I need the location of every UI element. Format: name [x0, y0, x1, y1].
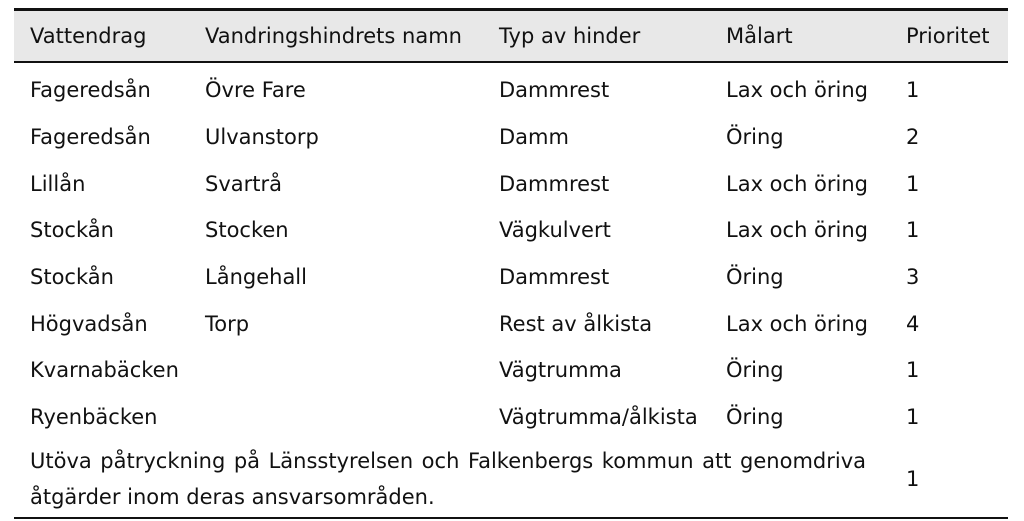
table-container	[14, 8, 1008, 519]
cell-hindrets-namn: Ulvanstorp	[205, 125, 319, 150]
cell-prioritet: 1	[906, 405, 920, 430]
cell-malart: Öring	[726, 125, 784, 150]
migration-barriers-table	[14, 8, 1008, 519]
cell-prioritet: 2	[906, 125, 920, 150]
cell-hindrets-namn	[189, 347, 483, 394]
cell-prioritet: 4	[906, 311, 920, 336]
header-typ-av-hinder: Typ av hinder	[483, 10, 710, 63]
cell-typ-av-hinder: Dammrest	[499, 171, 610, 196]
cell-typ-av-hinder: Vägtrumma	[499, 358, 622, 383]
cell-typ-av-hinder: Dammrest	[499, 78, 610, 103]
cell-typ-av-hinder: Vägkulvert	[499, 218, 611, 243]
header-prioritet: Prioritet	[890, 10, 1008, 63]
note-priority: 1	[890, 441, 1008, 518]
table-row	[14, 207, 1008, 254]
cell-typ-av-hinder: Vägtrumma/ålkista	[499, 405, 698, 430]
cell-hindrets-namn: Övre Fare	[205, 78, 306, 103]
cell-malart: Lax och öring	[726, 218, 869, 243]
cell-prioritet: 1	[906, 171, 920, 196]
cell-vattendrag: Lillån	[30, 171, 86, 196]
header-vattendrag: Vattendrag	[14, 10, 189, 63]
cell-malart: Öring	[726, 358, 784, 383]
cell-malart: Lax och öring	[726, 311, 869, 336]
cell-typ-av-hinder: Damm	[499, 125, 569, 150]
header-hindrets-namn: Vandringshindrets namn	[189, 10, 483, 63]
cell-typ-av-hinder: Rest av ålkista	[499, 311, 653, 336]
table-row	[14, 62, 1008, 114]
cell-hindrets-namn	[189, 394, 483, 441]
table-note-row	[14, 441, 1008, 518]
header-malart: Målart	[710, 10, 890, 63]
cell-prioritet: 1	[906, 358, 920, 383]
table-row	[14, 394, 1008, 441]
cell-vattendrag: Fageredsån	[30, 78, 151, 103]
cell-vattendrag: Fageredsån	[30, 125, 151, 150]
table-row	[14, 160, 1008, 207]
header-row	[14, 10, 1008, 63]
cell-hindrets-namn: Stocken	[205, 218, 289, 243]
table-row	[14, 114, 1008, 161]
table-row	[14, 347, 1008, 394]
cell-malart: Öring	[726, 265, 784, 290]
cell-vattendrag: Stockån	[30, 265, 114, 290]
cell-vattendrag: Högvadsån	[30, 311, 148, 336]
cell-hindrets-namn: Torp	[205, 311, 250, 336]
cell-typ-av-hinder: Dammrest	[499, 265, 610, 290]
note-text: Utöva påtryckning på Länsstyrelsen och Falkenbergs kommun att genomdriva åtgärder inom deras ansvarsområden.	[14, 441, 890, 518]
cell-prioritet: 3	[906, 265, 920, 290]
table-header	[14, 10, 1008, 63]
cell-malart: Öring	[726, 405, 784, 430]
cell-hindrets-namn: Svartrå	[205, 171, 282, 196]
cell-vattendrag: Ryenbäcken	[30, 405, 158, 430]
table-body	[14, 62, 1008, 518]
cell-malart: Lax och öring	[726, 78, 869, 103]
cell-prioritet: 1	[906, 218, 920, 243]
cell-vattendrag: Stockån	[30, 218, 114, 243]
table-row	[14, 300, 1008, 347]
table-row	[14, 254, 1008, 301]
cell-hindrets-namn: Långehall	[205, 265, 307, 290]
cell-prioritet: 1	[906, 78, 920, 103]
cell-vattendrag: Kvarnabäcken	[30, 358, 179, 383]
cell-malart: Lax och öring	[726, 171, 869, 196]
